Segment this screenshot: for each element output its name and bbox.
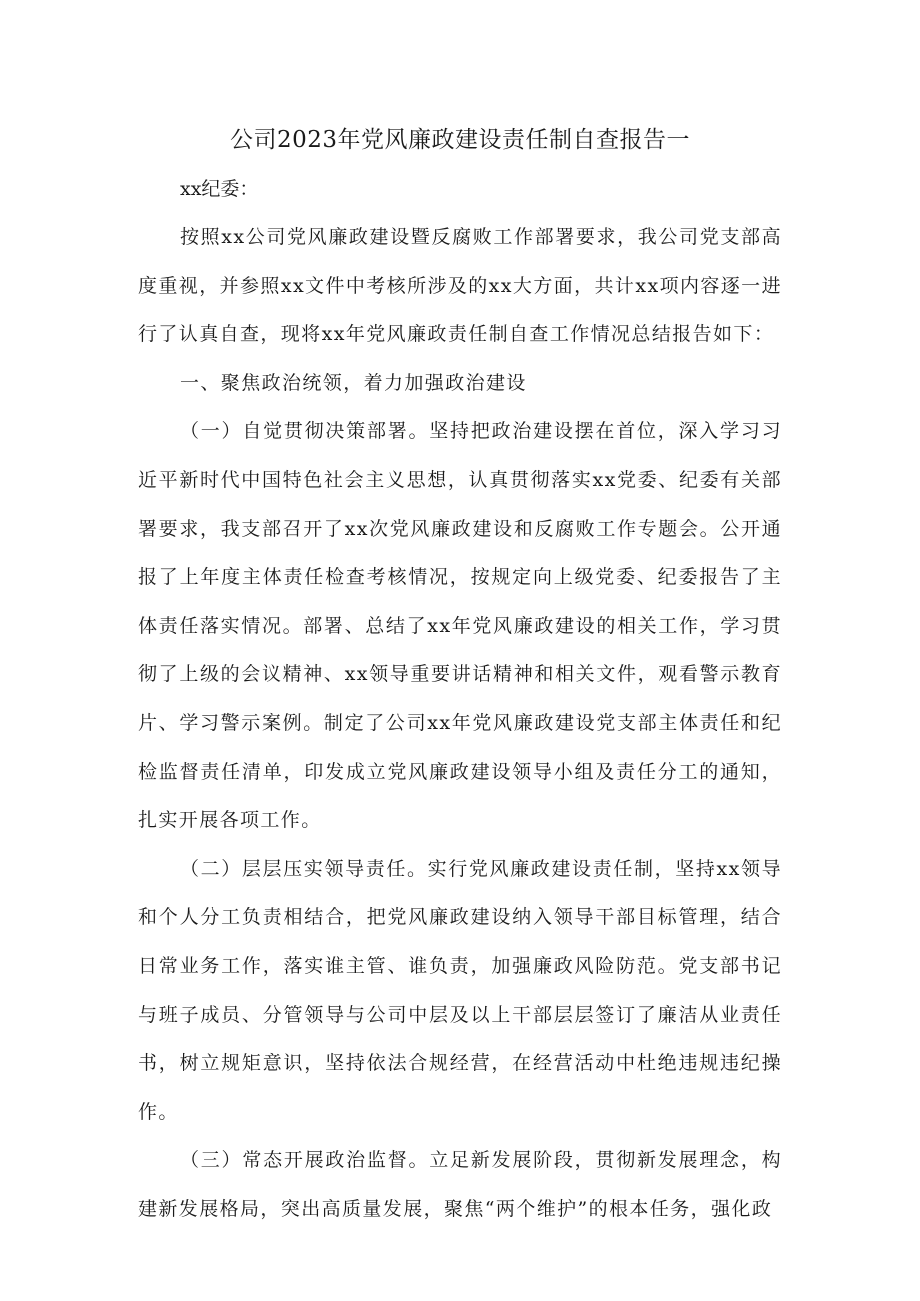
body-paragraph: （三）常态开展政治监督。立足新发展阶段，贯彻新发展理念，构建新发展格局，突出高质量发展，聚焦“两个维护”的根本任务，强化政 — [138, 1149, 782, 1220]
intro-paragraph: 按照xx公司党风廉政建设暨反腐败工作部署要求，我公司党支部高度重视，并参照xx文件中考核所涉及的xx大方面，共计xx项内容逐一进行了认真自查，现将xx年党风廉政责任制自查工作情况总结报告如下： — [138, 226, 782, 346]
document-page — [138, 118, 782, 1233]
section-heading: 一、聚焦政治统领，着力加强政治建设 — [180, 371, 527, 394]
document-title: 公司2023年党风廉政建设责任制自查报告一 — [229, 127, 691, 153]
body-paragraph: （二）层层压实领导责任。实行党风廉政建设责任制，坚持xx领导和个人分工负责相结合，把党风廉政建设纳入领导干部目标管理，结合日常业务工作，落实谁主管、谁负责，加强廉政风险防范。党支部书记与班子成员、分管领导与公司中层及以上干部层层签订了廉洁从业责任书，树立规矩意识，坚持依法合规经营，在经营活动中杜绝违规违纪操作。 — [138, 857, 782, 1123]
body-paragraph: （一）自觉贯彻决策部署。坚持把政治建设摆在首位，深入学习习近平新时代中国特色社会主义思想，认真贯彻落实xx党委、纪委有关部署要求，我支部召开了xx次党风廉政建设和反腐败工作专题会。公开通报了上年度主体责任检查考核情况，按规定向上级党委、纪委报告了主体责任落实情况。部署、总结了xx年党风廉政建设的相关工作，学习贯彻了上级的会议精神、xx领导重要讲话精神和相关文件，观看警示教育片、学习警示案例。制定了公司xx年党风廉政建设党支部主体责任和纪检监督责任清单，印发成立党风廉政建设领导小组及责任分工的通知，扎实开展各项工作。 — [138, 420, 782, 832]
salutation: xx纪委： — [180, 178, 259, 200]
